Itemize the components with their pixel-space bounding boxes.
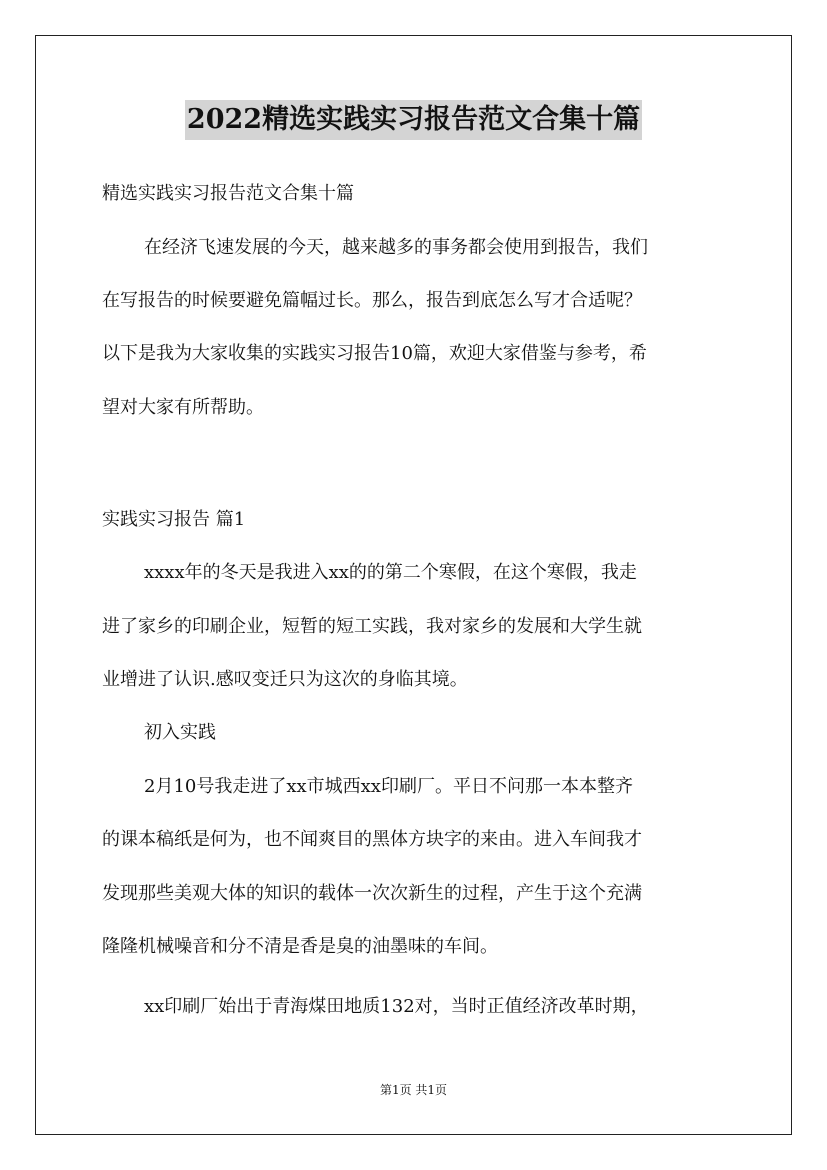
intro-line-4: 望对大家有所帮助。 (102, 397, 264, 418)
para1-line-2: 进了家乡的印刷企业，短暂的短工实践，我对家乡的发展和大学生就 (102, 616, 642, 637)
para2-line-2: 的课本稿纸是何为，也不闻爽目的黑体方块字的来由。进入车间我才 (102, 829, 642, 850)
intro-line-1: 在经济飞速发展的今天，越来越多的事务都会使用到报告，我们 (144, 237, 648, 258)
para2-line-4: 隆隆机械噪音和分不清是香是臭的油墨味的车间。 (102, 936, 498, 957)
document-subtitle: 精选实践实习报告范文合集十篇 (102, 183, 354, 204)
intro-line-3: 以下是我为大家收集的实践实习报告10篇，欢迎大家借鉴与参考，希 (102, 343, 647, 364)
page-footer: 第1页 共1页 (379, 1083, 448, 1097)
document-title: 2022精选实践实习报告范文合集十篇 (185, 100, 642, 140)
section-heading: 实践实习报告 篇1 (102, 509, 246, 530)
subheading: 初入实践 (144, 722, 216, 743)
para1-line-3: 业增进了认识.感叹变迁只为这次的身临其境。 (102, 669, 468, 690)
para2-line-3: 发现那些美观大体的知识的载体一次次新生的过程，产生于这个充满 (102, 883, 642, 904)
para2-line-1: 2月10号我走进了xx市城西xx印刷厂。平日不问那一本本整齐 (144, 776, 633, 797)
intro-line-2: 在写报告的时候要避免篇幅过长。那么，报告到底怎么写才合适呢？ (102, 290, 642, 311)
para3-line-1: xx印刷厂始出于青海煤田地质132对，当时正值经济改革时期， (144, 996, 649, 1017)
para1-line-1: xxxx年的冬天是我进入xx的的第二个寒假，在这个寒假，我走 (144, 562, 637, 583)
title-wrap (0, 100, 827, 140)
